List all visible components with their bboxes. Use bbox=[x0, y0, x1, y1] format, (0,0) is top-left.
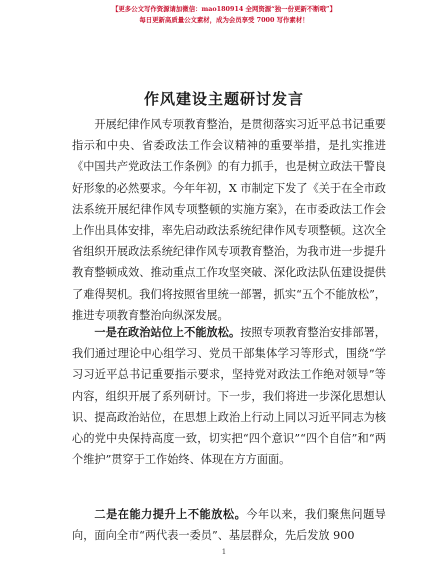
paragraph-capability bbox=[72, 504, 386, 546]
document-title: 作风建设主题研讨发言 bbox=[143, 90, 304, 108]
paragraph-intro bbox=[72, 114, 386, 326]
paragraph-text: 今年以来，我们聚焦问题导向，面向全市“两代表一委员”、基层群众，先后发放 900 bbox=[72, 508, 386, 543]
header-banner bbox=[0, 4, 448, 26]
paragraph-lead: 二是在能力提升上不能放松。 bbox=[94, 507, 247, 521]
paragraph-political-stance bbox=[72, 322, 386, 470]
paragraph-lead: 一是在政治站位上不能放松。 bbox=[94, 325, 241, 339]
paragraph-text: 按照专项教育整治安排部署，我们通过理论中心组学习、党员干部集体学习等形式，围绕“学习习近平总书记重要指示要求，坚持党对政法工作绝对领导”等内容，组织开展了系列研讨。下一步，我们将进一步深化思想认识、提高政治站位，在思想上政治上行动上同以习近平同志为核心的党中央保持高度一致，切实把“四个意识”“四个自信”和“两个维护”贯穿于工作始终、体现在方方面面。 bbox=[72, 326, 386, 467]
paragraph-text: 开展纪律作风专项教育整治，是贯彻落实习近平总书记重要指示和中央、省委政法工作会议精神的重要举措，是扎实推进《中国共产党政法工作条例》的有力抓手，也是树立政法干警良好形象的必然要求。今年年初，X 市制定下发了《关于在全市政法系统开展纪律作风专项整顿的实施方案》，在市委政法工作会上作出具体安排，率先启动政法系统纪律作风专项整顿。这次全省组织开展政法系统纪律作风专项教育整治，为我市进一步提升教育整顿成效、推动重点工作攻坚突破、深化政法队伍建设提供了难得契机。我们将按照省里统一部署，抓实“五个不能放松”，推进专项教育整治向纵深发展。 bbox=[72, 118, 386, 322]
banner-line-2: 每日更新高质量公文素材，成为会员享受 7000 写作素材！ bbox=[139, 16, 309, 24]
banner-line-1: 【更多公文写作资源请加微信：mao180914 全网资源“独一份更新不断哦”】 bbox=[112, 5, 336, 13]
page-number: 1 bbox=[221, 548, 227, 556]
